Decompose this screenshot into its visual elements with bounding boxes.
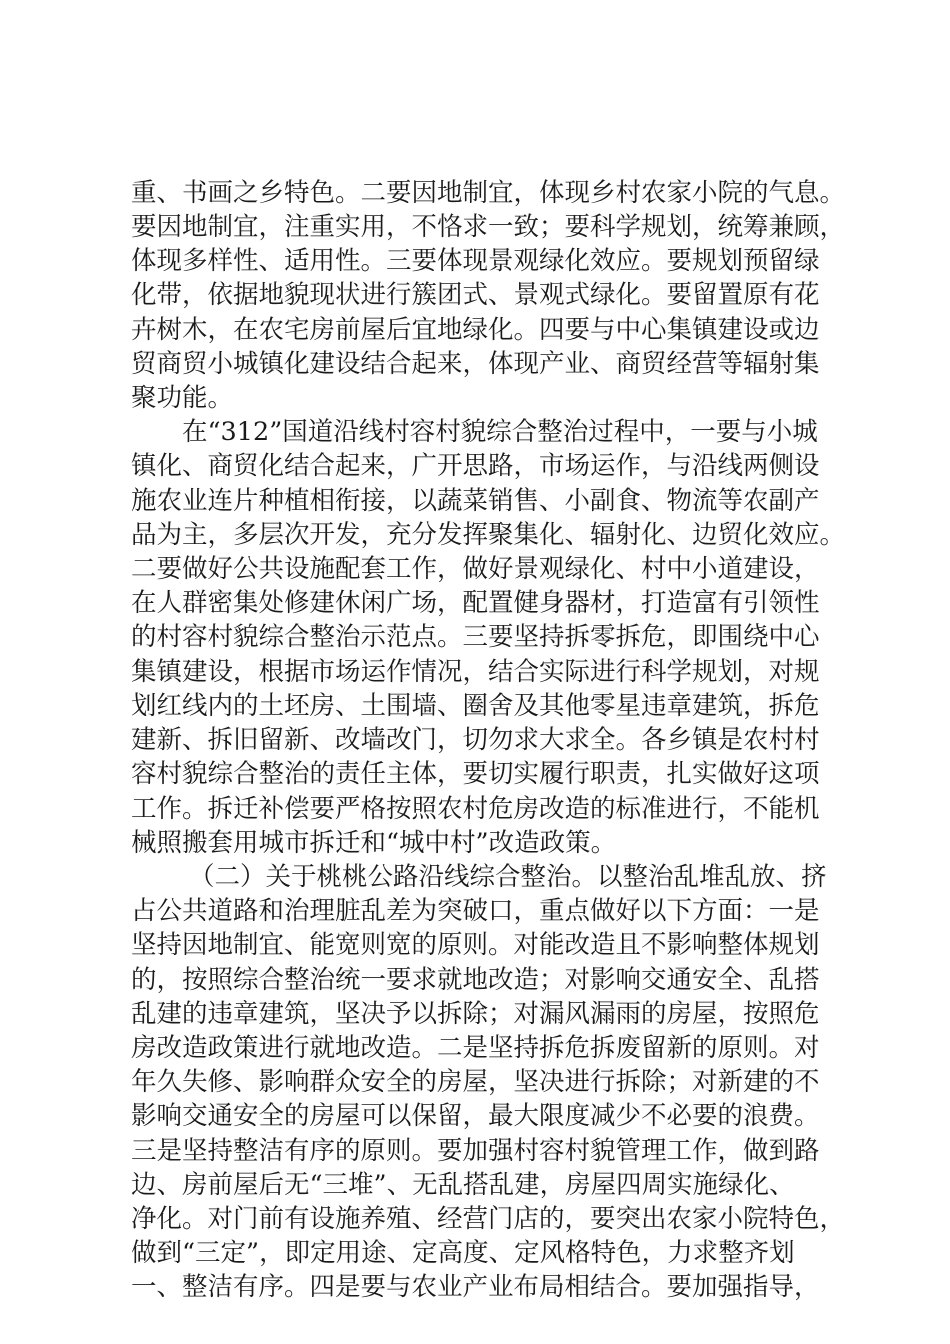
text-line: 体现多样性、适用性。三要体现景观绿化效应。要规划预留绿 <box>131 246 820 276</box>
text-line: 房改造政策进行就地改造。二是坚持拆危拆废留新的原则。对 <box>131 1033 820 1063</box>
text-line: 聚功能。 <box>131 383 234 413</box>
text-line: 贸商贸小城镇化建设结合起来，体现产业、商贸经营等辐射集 <box>131 349 820 379</box>
text-line: 卉树木，在农宅房前屋后宜地绿化。四要与中心集镇建设或边 <box>131 315 820 345</box>
text-line: 在人群密集处修建休闲广场，配置健身器材，打造富有引领性 <box>131 588 820 618</box>
text-line: 占公共道路和治理脏乱差为突破口，重点做好以下方面：一是 <box>131 896 820 926</box>
text-line: 一、整洁有序。四是要与农业产业布局相结合。要加强指导， <box>131 1272 820 1302</box>
text-line: 建新、拆旧留新、改墙改门，切勿求大求全。各乡镇是农村村 <box>131 725 820 755</box>
text-line: 的村容村貌综合整治示范点。三要坚持拆零拆危，即围绕中心 <box>131 622 820 652</box>
text-line: 年久失修、影响群众安全的房屋，坚决进行拆除；对新建的不 <box>131 1067 820 1097</box>
section-heading-line: （二）关于桃桃公路沿线综合整治。以整治乱堆乱放、挤 <box>189 862 827 892</box>
text-line: 集镇建设，根据市场运作情况，结合实际进行科学规划，对规 <box>131 657 820 687</box>
text-line: 划红线内的土坯房、土围墙、圈舍及其他零星违章建筑，拆危 <box>131 691 820 721</box>
paragraph-first-line: 在“312”国道沿线村容村貌综合整治过程中，一要与小城 <box>182 417 818 447</box>
text-line: 械照搬套用城市拆迁和“城中村”改造政策。 <box>131 828 617 858</box>
text-line: 坚持因地制宜、能宽则宽的原则。对能改造且不影响整体规划 <box>131 930 820 960</box>
text-line: 要因地制宜，注重实用，不恪求一致；要科学规划，统筹兼顾， <box>131 212 846 242</box>
text-line: 乱建的违章建筑，坚决予以拆除；对漏风漏雨的房屋，按照危 <box>131 999 820 1029</box>
text-line: 镇化、商贸化结合起来，广开思路，市场运作，与沿线两侧设 <box>131 451 820 481</box>
text-line: 化带，依据地貌现状进行簇团式、景观式绿化。要留置原有花 <box>131 280 820 310</box>
text-line: 工作。拆迁补偿要严格按照农村危房改造的标准进行，不能机 <box>131 794 820 824</box>
text-line: 品为主，多层次开发，充分发挥聚集化、辐射化、边贸化效应。 <box>131 520 846 550</box>
text-line: 施农业连片种植相衔接，以蔬菜销售、小副食、物流等农副产 <box>131 486 820 516</box>
text-line: 净化。对门前有设施养殖、经营门店的，要突出农家小院特色， <box>131 1204 846 1234</box>
text-line: 重、书画之乡特色。二要因地制宜，体现乡村农家小院的气息。 <box>131 178 846 208</box>
text-line: 容村貌综合整治的责任主体，要切实履行职责，扎实做好这项 <box>131 759 820 789</box>
text-line: 做到“三定”，即定用途、定高度、定风格特色，力求整齐划 <box>131 1238 795 1268</box>
text-line: 影响交通安全的房屋可以保留，最大限度减少不必要的浪费。 <box>131 1101 820 1131</box>
text-line: 三是坚持整洁有序的原则。要加强村容村貌管理工作，做到路 <box>131 1136 820 1166</box>
text-line: 二要做好公共设施配套工作，做好景观绿化、村中小道建设， <box>131 554 820 584</box>
text-line: 边、房前屋后无“三堆”、无乱搭乱建，房屋四周实施绿化、 <box>131 1170 795 1200</box>
text-line: 的，按照综合整治统一要求就地改造；对影响交通安全、乱搭 <box>131 965 820 995</box>
